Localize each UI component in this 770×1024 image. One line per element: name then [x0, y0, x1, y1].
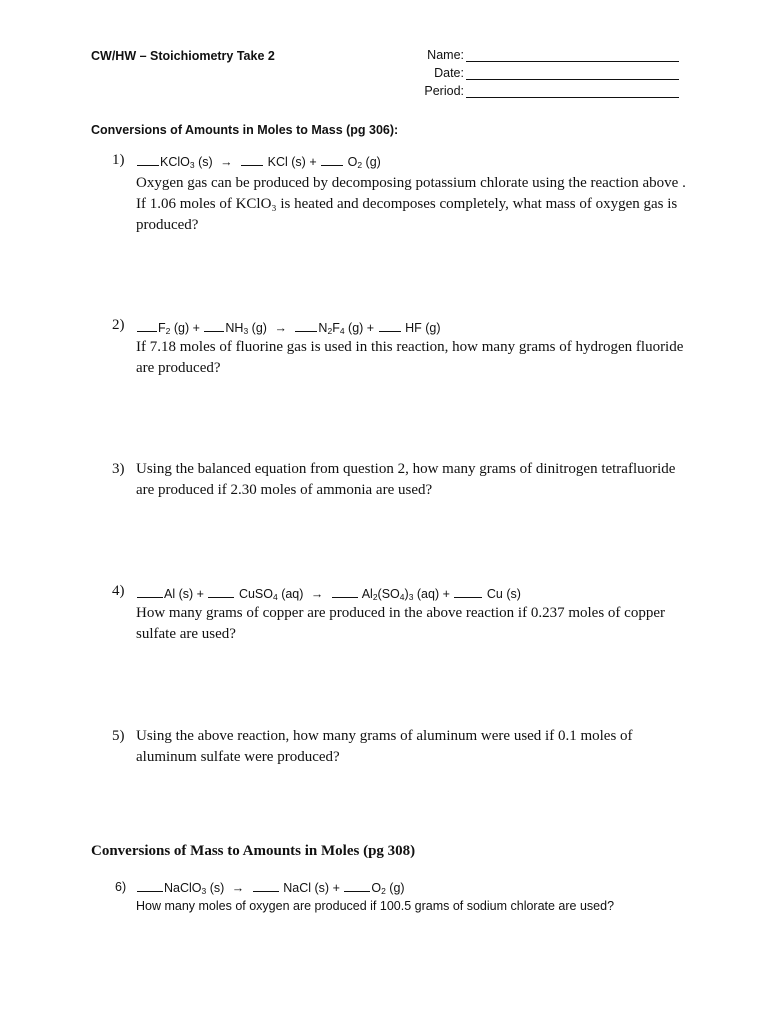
reaction-arrow-icon: →	[274, 321, 287, 335]
coefficient-blank[interactable]	[204, 320, 224, 332]
question-number: 6)	[115, 880, 127, 894]
section-heading-mass-to-moles: Conversions of Mass to Amounts in Moles (pg 308)	[91, 843, 416, 859]
question-number: 2)	[112, 317, 125, 333]
question-number: 5)	[112, 728, 125, 744]
coefficient-blank[interactable]	[454, 586, 482, 598]
coefficient-blank[interactable]	[137, 320, 157, 332]
equation-q4: Al (s) + CuSO$_4$ $(aq) \to Al_2(SO_4)_3$ (aq) + Cu (s)	[136, 586, 521, 601]
question-number: 3)	[112, 461, 125, 477]
question-text: Oxygen gas can be produced by decomposing potassium chlorate using the reaction above . If 1.06 moles of KClO₃ is heated and decomposes completely, what mass of oxygen gas is produced?	[136, 175, 686, 233]
coefficient-blank[interactable]	[379, 320, 401, 332]
question-text: Using the above reaction, how many grams of aluminum were used if 0.1 moles of aluminum sulfate were produced?	[136, 728, 633, 765]
coefficient-blank[interactable]	[295, 320, 317, 332]
equation-q2: $F_2$ $(g) + NH_3$ $(g) \to N_2F_4$ (g) + HF (g)	[136, 320, 441, 335]
question-text: How many grams of copper are produced in the above reaction if 0.237 moles of copper sulfate are used?	[136, 605, 665, 642]
coefficient-blank[interactable]	[137, 586, 163, 598]
equation-q6: NaClO$_3$ (s) → NaCl $(s) + O_2$ (g)	[136, 880, 405, 895]
date-label: Date:	[434, 66, 464, 80]
reaction-arrow-icon: →	[231, 881, 245, 895]
coefficient-blank[interactable]	[253, 880, 279, 892]
coefficient-blank[interactable]	[241, 154, 263, 166]
reaction-arrow-icon: →	[220, 155, 233, 169]
period-field[interactable]	[466, 84, 679, 98]
coefficient-blank[interactable]	[344, 880, 370, 892]
question-number: 4)	[112, 583, 125, 599]
question-text: How many moles of oxygen are produced if 100.5 grams of sodium chlorate are used?	[136, 899, 615, 913]
section-heading-moles-to-mass: Conversions of Amounts in Moles to Mass (pg 306):	[91, 123, 399, 137]
page-title: CW/HW – Stoichiometry Take 2	[91, 49, 275, 63]
question-text: Using the balanced equation from question 2, how many grams of dinitrogen tetrafluoride are produced if 2.30 moles of ammonia are used?	[136, 461, 676, 498]
question-text: If 7.18 moles of fluorine gas is used in this reaction, how many grams of hydrogen fluoride are produced?	[136, 339, 684, 376]
question-number: 1)	[112, 152, 125, 168]
name-label: Name:	[427, 48, 464, 62]
coefficient-blank[interactable]	[208, 586, 234, 598]
coefficient-blank[interactable]	[137, 880, 163, 892]
reaction-arrow-icon: →	[310, 587, 324, 601]
coefficient-blank[interactable]	[137, 154, 159, 166]
coefficient-blank[interactable]	[332, 586, 358, 598]
equation-q1: KClO$_3$ (s) → KCl $(s) + O_2$ (g)	[136, 154, 381, 169]
name-field[interactable]	[466, 48, 679, 62]
date-field[interactable]	[466, 66, 679, 80]
coefficient-blank[interactable]	[321, 154, 343, 166]
period-label: Period:	[424, 84, 464, 98]
